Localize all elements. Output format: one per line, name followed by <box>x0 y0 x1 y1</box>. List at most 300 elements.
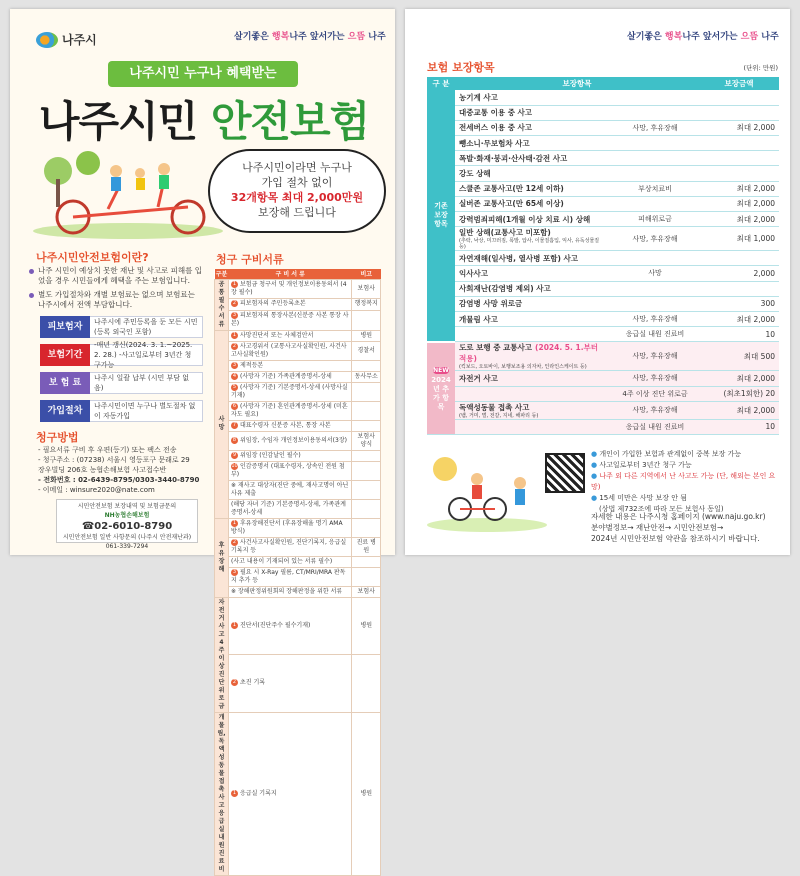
note-item: ● 개인이 가입한 보험과 관계없이 중복 보장 가능 <box>591 449 781 460</box>
slogan-part: 나주 <box>758 32 779 42</box>
doc-group: 후유 장해 <box>215 518 229 597</box>
item-number: 3 <box>232 568 237 575</box>
item-text: 개물림 사고 <box>459 314 498 324</box>
item-number: 3 <box>232 312 237 319</box>
table-row <box>215 299 381 310</box>
coverage-item <box>455 419 611 434</box>
item-highlight: (2024. 5. 1.부터 적용) <box>459 343 599 364</box>
notes <box>591 449 781 515</box>
doc-note: 행정복지 <box>352 299 381 310</box>
doc-text: 위임장 (인감날인 필수) <box>240 451 301 459</box>
table-row <box>427 166 779 181</box>
item-text: 대중교통 이용 중 사고 <box>459 108 533 118</box>
doc-group: 공통 필수 서류 <box>215 279 229 330</box>
table-row <box>427 342 779 371</box>
doc-item <box>229 461 352 480</box>
doc-item <box>229 299 352 310</box>
coverage-type: 응급실 내원 진료비 <box>611 419 699 434</box>
table-row <box>427 419 779 434</box>
item-text: 감염병 사망 위로금 <box>459 299 523 309</box>
item-number: 2 <box>232 679 237 686</box>
coverage-amount <box>699 136 779 151</box>
doc-text: 위임장, 수임자 개인정보이용동의서(3장) <box>240 436 347 444</box>
slogan-part: 앞서가는 <box>699 32 741 42</box>
coverage-amount: 300 <box>699 296 779 311</box>
item-number: 9 <box>232 451 237 458</box>
coverage-amount <box>699 90 779 105</box>
footer-line: 분야별정보→ 재난안전→ 시민안전보험→ <box>591 523 724 532</box>
table-row <box>427 327 779 342</box>
header-cell: 보장금액 <box>699 77 779 90</box>
coverage-type <box>611 166 699 181</box>
coverage-type <box>611 281 699 296</box>
item-text: 자연재해(일사병, 열사병 포함) 사고 <box>459 253 578 263</box>
contact-line: 시민안전보험 일반 사항문의 (나주시 안전재난과) 061-339-7294 <box>62 534 192 550</box>
item-number: 6 <box>232 402 237 409</box>
item-text: 강력범죄피해(1개월 이상 치료 시) 상해 <box>459 214 591 224</box>
info-row-insured <box>40 315 203 339</box>
coverage-heading: 보험 보장항목 <box>427 61 495 74</box>
item-text: 강도 상해 <box>459 169 491 179</box>
coverage-amount: 최대 2,000 <box>699 181 779 196</box>
coverage-item <box>455 327 611 342</box>
coverage-amount: 2,000 <box>699 266 779 281</box>
doc-item <box>229 556 352 567</box>
item-sub: (뱀, 거미, 벌, 전갈, 지네, 해파리 등) <box>459 412 539 419</box>
doc-note: 동사무소 <box>352 371 381 382</box>
coverage-type <box>611 296 699 311</box>
coverage-type <box>611 136 699 151</box>
coverage-type: 사망, 후유장해 <box>611 342 699 371</box>
coverage-item <box>455 342 611 371</box>
claim-line: - 필요서류 구비 후 우편(등기) 또는 팩스 전송 <box>38 446 177 454</box>
slogan-part: 살기좋은 <box>234 32 272 42</box>
doc-text: 후유장해진단서 (후유장해율 명기 AMA 방식) <box>231 519 343 535</box>
doc-note: 보험사 양식 <box>352 431 381 450</box>
doc-text: (해당 자녀 기준) 기본증명서-상세, 가족관계증명서-상세 <box>231 500 346 516</box>
doc-note: 병원 <box>352 597 381 655</box>
info-value: 나주시민이면 누구나 별도절차 없이 자동가입 <box>90 400 203 422</box>
header-cell: 보장항목 <box>455 77 699 90</box>
table-row <box>427 105 779 120</box>
doc-note: 병원 <box>352 330 381 341</box>
item-number: 1 <box>232 519 237 526</box>
coverage-amount: 최대 2,000 <box>699 212 779 227</box>
table-row <box>427 120 779 135</box>
coverage-amount <box>699 105 779 120</box>
table-row <box>215 341 381 360</box>
table-row <box>215 597 381 655</box>
slogan-part: 으뜸 <box>347 32 366 42</box>
slogan <box>234 29 386 42</box>
info-value: -매년 갱신(2024. 3. 1.~2025. 2. 28.) -사고일로부터 3년간 청구가능 <box>90 344 203 366</box>
slogan-part: 행복 <box>664 32 683 42</box>
doc-item <box>229 518 352 537</box>
doc-item <box>229 401 352 420</box>
coverage-amount: (최초1회한) 20 <box>699 386 779 401</box>
doc-note <box>352 518 381 537</box>
table-row <box>427 296 779 311</box>
doc-item <box>229 712 352 875</box>
item-text: 독액성동물 접촉 사고 <box>459 402 530 412</box>
table-row <box>215 499 381 518</box>
table-row <box>427 181 779 196</box>
coverage-item <box>455 212 611 227</box>
claim-line: - 청구주소 : (07238) 서울시 영등포구 문래로 29 <box>38 456 190 464</box>
slogan <box>627 29 779 42</box>
table-row <box>427 401 779 419</box>
doc-item <box>229 597 352 655</box>
coverage-type: 피해위로금 <box>611 212 699 227</box>
item-number: 1 <box>232 280 237 287</box>
coverage-type: 사망, 후유장해 <box>611 227 699 251</box>
group-label: 기존 보장 항목 <box>434 201 448 228</box>
table-header <box>215 269 381 279</box>
coverage-item <box>455 266 611 281</box>
slogan-part: 나주 <box>289 32 307 42</box>
table-row <box>215 382 381 401</box>
doc-note <box>352 499 381 518</box>
claim-line: - 이메일 : winsure2020@nate.com <box>38 486 155 494</box>
table-row <box>215 655 381 713</box>
doc-text: 초진 기록 <box>240 679 266 687</box>
doc-text: 사건사고사실확인원, 진단기록지, 응급실기록지 등 <box>231 538 347 554</box>
doc-item <box>229 341 352 360</box>
doc-item <box>229 586 352 597</box>
coverage-type <box>611 105 699 120</box>
coverage-item <box>455 181 611 196</box>
slogan-part: 으뜸 <box>740 32 759 42</box>
item-text: 뺑소니·무보험차 사고 <box>459 138 530 148</box>
doc-item <box>229 360 352 371</box>
table-row <box>427 251 779 266</box>
item-text: 농기계 사고 <box>459 92 498 102</box>
title-part: 안전보험 <box>210 97 370 146</box>
doc-text: 대표수령자 신분증 사본, 통장 사본 <box>240 421 331 429</box>
item-number: 2 <box>232 342 237 349</box>
bubble-line: 보장해 드립니다 <box>258 206 336 219</box>
doc-group: 사망 <box>215 330 229 518</box>
item-number: 2 <box>232 300 237 307</box>
claim-line: - 전화번호 : 02-6439-8795/0303-3440-8790 <box>38 476 200 484</box>
table-row <box>427 266 779 281</box>
table-row <box>427 196 779 211</box>
coverage-item <box>455 196 611 211</box>
coverage-item <box>455 227 611 251</box>
unit-label: (단위: 만원) <box>743 64 778 72</box>
doc-item <box>229 450 352 461</box>
info-row-premium <box>40 371 203 395</box>
doc-text: 사고경위서 (교통사고사실확인원, 사건사고사실확인원) <box>231 342 347 358</box>
doc-text: ※ 장해판정위원회의 장해판정을 위한 서류 <box>231 587 343 595</box>
item-number: 4 <box>232 372 237 379</box>
coverage-table <box>427 77 779 435</box>
table-row <box>215 330 381 341</box>
doc-item <box>229 431 352 450</box>
bubble-line: 나주시민이라면 누구나 <box>242 161 352 174</box>
documents-table <box>214 269 381 876</box>
doc-text: (사망자 기준) 기본증명서-상세 (사망사실 기재) <box>231 383 348 399</box>
doc-item <box>229 420 352 431</box>
doc-item <box>229 279 352 299</box>
item-number: 10 <box>231 462 238 469</box>
what-heading: 나주시민안전보험이란? <box>36 251 149 264</box>
footer-line: 자세한 내용은 나주시청 홈페이지 (www.naju.go.kr) <box>591 512 766 521</box>
coverage-type <box>611 151 699 166</box>
slogan-part: 앞서가는 <box>306 32 348 42</box>
coverage-item <box>455 120 611 135</box>
doc-text: (사망자 기준) 혼인관계증명서-상세 (미혼자도 필요) <box>231 402 348 418</box>
doc-note <box>352 480 381 499</box>
table-row <box>427 227 779 251</box>
item-text: 일반 상해(교통사고 미포함) <box>459 228 551 238</box>
coverage-type <box>611 251 699 266</box>
coverage-type: 사망, 후유장해 <box>611 371 699 386</box>
family-bicycle-illustration <box>28 149 228 239</box>
table-row <box>215 450 381 461</box>
main-title <box>34 89 374 146</box>
coverage-amount: 최대 2,000 <box>699 120 779 135</box>
item-text: 전세버스 이용 중 사고 <box>459 123 533 133</box>
coverage-type: 응급실 내원 진료비 <box>611 327 699 342</box>
doc-note <box>352 450 381 461</box>
coverage-amount: 최대 2,000 <box>699 401 779 419</box>
coverage-item <box>455 371 611 386</box>
info-row-period <box>40 343 203 367</box>
table-row <box>427 371 779 386</box>
item-number: 1 <box>232 789 237 796</box>
doc-item <box>229 567 352 586</box>
coverage-type: 부상치료비 <box>611 181 699 196</box>
info-label: 보 험 료 <box>40 372 90 394</box>
coverage-amount <box>699 251 779 266</box>
table-row <box>215 310 381 330</box>
item-text: 폭발·화재·붕괴·산사태·감전 사고 <box>459 153 568 163</box>
docs-heading: 청구 구비서류 <box>216 253 284 266</box>
coverage-amount <box>699 151 779 166</box>
doc-item <box>229 499 352 518</box>
info-value: 나주시 일괄 납부 (시민 부담 없음) <box>90 372 203 394</box>
naju-logo <box>36 31 97 48</box>
coverage-item <box>455 151 611 166</box>
coverage-item <box>455 296 611 311</box>
item-number: 1 <box>232 621 237 628</box>
note-item: ● 사고일로부터 3년간 청구 가능 <box>591 460 781 471</box>
slogan-part: 살기좋은 <box>627 32 665 42</box>
doc-note <box>352 420 381 431</box>
coverage-item <box>455 166 611 181</box>
table-row <box>215 371 381 382</box>
item-number: 2 <box>232 538 237 545</box>
doc-text: (사망자 기준) 가족관계증명서-상세 <box>240 372 332 380</box>
coverage-group <box>427 90 455 342</box>
doc-group: 개물림, 독액성동물 접촉사고 응급실 내원 진료비 <box>215 712 229 875</box>
table-row <box>427 386 779 401</box>
header-cell: 구 분 <box>427 77 455 90</box>
slogan-part: 행복 <box>271 32 290 42</box>
doc-text: 인감증명서 (대표수령자, 상속인 전원 첨부) <box>231 462 345 478</box>
title-part: 나주시민 <box>38 97 211 146</box>
kids-bicycle-illustration <box>425 449 550 533</box>
footer-text <box>591 511 786 544</box>
table-header <box>427 77 779 90</box>
naju-logo-mark <box>36 32 58 48</box>
doc-note: 진료 병원 <box>352 537 381 556</box>
header-cell: 구 비 서 류 <box>229 269 352 279</box>
coverage-amount: 최대 500 <box>699 342 779 371</box>
logo-text: 나주시 <box>62 33 97 47</box>
table-row <box>215 401 381 420</box>
doc-item <box>229 537 352 556</box>
table-row <box>427 90 779 105</box>
coverage-item <box>455 105 611 120</box>
doc-text: 피보험자의 주민등록초본 <box>240 300 306 308</box>
coverage-item <box>455 401 611 419</box>
group-label: 2024년 추가 항목 <box>431 375 451 411</box>
doc-text: (사고 내용이 기재되어 있는 서류 필수) <box>231 557 333 565</box>
info-label: 가입절차 <box>40 400 90 422</box>
info-row-enrollment <box>40 399 203 423</box>
coverage-item <box>455 251 611 266</box>
table-row <box>215 420 381 431</box>
table-row <box>427 136 779 151</box>
doc-text: ※ 재사고 대상자(진단 중에, 재사고명이 아닌 사유 제출 <box>231 481 349 497</box>
doc-note <box>352 655 381 713</box>
doc-note <box>352 567 381 586</box>
coverage-item <box>455 90 611 105</box>
note-item: (상법 제732조에 따라 모든 보험사 동일) <box>599 505 724 513</box>
doc-item <box>229 382 352 401</box>
table-row <box>215 461 381 480</box>
coverage-amount <box>699 166 779 181</box>
coverage-item <box>455 281 611 296</box>
item-number: 5 <box>232 383 237 390</box>
doc-note: 보험사 <box>352 279 381 299</box>
header-cell: 비고 <box>352 269 381 279</box>
intro-bullet: 별도 가입절차와 개별 보험료는 없으며 보험료는 나주시에서 전액 부담합니다. <box>38 290 203 310</box>
table-row <box>215 431 381 450</box>
doc-item <box>229 330 352 341</box>
coverage-type: 4주 이상 진단 위로금 <box>611 386 699 401</box>
table-row <box>427 311 779 326</box>
table-row <box>215 537 381 556</box>
qr-code[interactable] <box>545 453 585 493</box>
info-label: 피보험자 <box>40 316 90 338</box>
doc-item <box>229 310 352 330</box>
item-text: 익사사고 <box>459 268 488 278</box>
subtitle-banner: 나주시민 누구나 혜택받는 <box>108 61 298 87</box>
table-row <box>427 151 779 166</box>
doc-note <box>352 310 381 330</box>
table-row <box>215 360 381 371</box>
coverage-type: 사망, 후유장해 <box>611 120 699 135</box>
table-row <box>427 281 779 296</box>
coverage-type: 사망 <box>611 266 699 281</box>
coverage-amount: 최대 2,000 <box>699 196 779 211</box>
doc-text: 진단서(진단주수 필수기재) <box>240 621 311 629</box>
claim-line: 장우빌딩 206호 농협손해보험 사고접수반 <box>38 466 167 474</box>
item-number: 7 <box>232 421 237 428</box>
slogan-part: 나주 <box>682 32 700 42</box>
doc-group: 자전거사고 4주 이상 진단 위로금 <box>215 597 229 712</box>
table-row <box>215 586 381 597</box>
doc-item <box>229 655 352 713</box>
table-row <box>215 518 381 537</box>
footer-line: 2024년 시민안전보험 약관을 참조하시기 바랍니다. <box>591 534 760 543</box>
table-row <box>215 556 381 567</box>
doc-note <box>352 401 381 420</box>
coverage-item <box>455 136 611 151</box>
doc-item <box>229 371 352 382</box>
doc-note: 보험사 <box>352 586 381 597</box>
item-text: 스쿨존 교통사고(만 12세 이하) <box>459 184 564 194</box>
doc-note <box>352 556 381 567</box>
doc-text: 필요 시 X-Ray 필름, CT/MRI/MRA 판독지 추가 등 <box>231 568 346 584</box>
bubble-highlight: 32개항목 최대 2,000만원 <box>230 191 364 204</box>
coverage-amount: 10 <box>699 419 779 434</box>
doc-text: 사망진단서 또는 사체검안서 <box>240 331 314 339</box>
slogan-part: 나주 <box>365 32 386 42</box>
doc-note: 경찰서 <box>352 341 381 360</box>
coverage-amount: 최대 2,000 <box>699 311 779 326</box>
item-text: 자전거 사고 <box>459 373 498 383</box>
intro-bullet: 나주 시민이 예상치 못한 재난 및 사고로 피해를 입었을 경우 시민들에게 혜택을 주는 보험입니다. <box>38 266 202 285</box>
new-badge: NEW <box>433 366 449 374</box>
info-value: 나주시에 주민등록을 둔 모든 시민 (등록 외국인 포함) <box>90 316 203 338</box>
coverage-amount: 최대 2,000 <box>699 371 779 386</box>
coverage-type <box>611 90 699 105</box>
coverage-item <box>455 311 611 326</box>
coverage-amount: 최대 1,000 <box>699 227 779 251</box>
table-row <box>215 279 381 299</box>
coverage-type: 사망, 후유장해 <box>611 311 699 326</box>
speech-bubble <box>208 149 386 233</box>
contact-box <box>56 499 198 550</box>
coverage-amount: 10 <box>699 327 779 342</box>
coverage-type: 사망, 후유장해 <box>611 401 699 419</box>
coverage-group <box>427 342 455 435</box>
claim-heading: 청구방법 <box>36 431 79 444</box>
item-text: 실버존 교통사고(만 65세 이상) <box>459 199 564 209</box>
doc-note <box>352 360 381 371</box>
doc-note: 병원 <box>352 712 381 875</box>
doc-text: 보험금 청구서 및 개인정보이용동의서 (4장 필수) <box>231 280 347 296</box>
note-item: ● 15세 미만은 사망 보장 안 됨 <box>591 493 781 504</box>
coverage-type <box>611 196 699 211</box>
item-text: 도로 보행 중 교통사고 <box>459 343 533 353</box>
item-text: 사회재난(감염병 제외) 사고 <box>459 284 551 294</box>
header-cell: 구분 <box>215 269 229 279</box>
info-label: 보험기간 <box>40 344 90 366</box>
bubble-line: 가입 절차 없이 <box>261 176 333 189</box>
back-page <box>405 9 790 555</box>
doc-note <box>352 461 381 480</box>
claim-lines <box>38 445 199 495</box>
front-page <box>10 9 395 873</box>
table-row <box>215 712 381 875</box>
coverage-item <box>455 386 611 401</box>
doc-item <box>229 480 352 499</box>
item-number: 8 <box>232 436 237 443</box>
table-row <box>427 212 779 227</box>
item-sub: (킥보드, 오토바이, 보행보조용 의자차, 인라인스케이트 등) <box>459 364 587 371</box>
coverage-amount <box>699 281 779 296</box>
contact-line: 시민안전보험 보장내역 및 보험금문의 <box>77 503 177 510</box>
item-number: 3 <box>232 361 237 368</box>
doc-text: 제적등본 <box>240 361 264 369</box>
note-item: ● 나주 외 다른 지역에서 난 사고도 가능 (단, 해외는 본인 요망) <box>591 471 781 493</box>
item-sub: (추락, 낙상, 미끄러짐, 폭발, 압사, 이물질흡입, 익사, 유독성물질 등) <box>459 238 600 251</box>
